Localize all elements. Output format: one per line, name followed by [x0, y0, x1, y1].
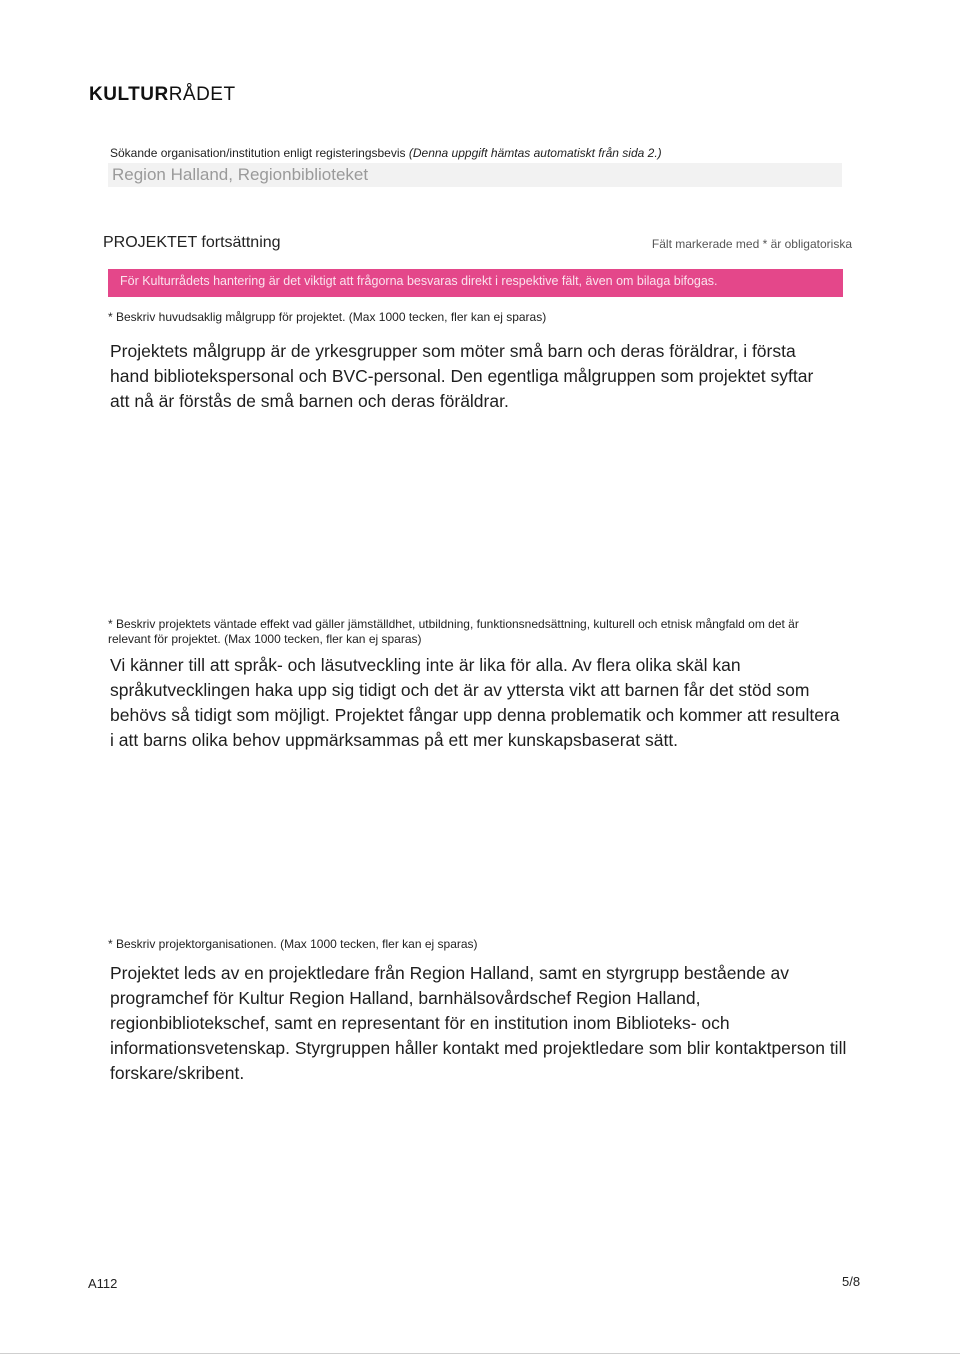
applicant-label-text: Sökande organisation/institution enligt registeringsbevis — [110, 146, 406, 160]
section-title: PROJEKTET fortsättning — [103, 234, 281, 251]
page-edge-line — [0, 1353, 960, 1354]
question-limit-text: (Max 1000 tecken, fler kan ej sparas) — [280, 937, 478, 951]
required-fields-note: Fält markerade med * är obligatoriska — [651, 237, 852, 251]
applicant-value: Region Halland, Regionbiblioteket — [112, 165, 369, 184]
answer-target-group: Projektets målgrupp är de yrkesgrupper som möter små barn och deras föräldrar, i första hand bibliotekspersonal och BVC-personal. Den egentliga målgruppen som projektet syftar att nå är förstås de små barnen och deras föräldrar. — [110, 341, 814, 411]
answer-expected-effect: Vi känner till att språk- och läsutveckling inte är lika för alla. Av flera olika skäl kan språkutvecklingen haka upp sig tidigt och det är av yttersta vikt att barnen får det stöd som behövs så tidigt som möjligt. Projektet fångar upp denna problematik och kommer att resultera i att barns olika behov uppmärksammas på ett mer kunskapsbaserat sätt. — [110, 655, 840, 750]
applicant-label — [110, 146, 662, 160]
question-label-text: * Beskriv projektets väntade effekt vad gäller jämställdhet, utbildning, funktionsnedsättning, kulturell och etnisk mångfald om det är relevant för projektet. — [108, 617, 799, 646]
page-number: 5/8 — [842, 1274, 861, 1289]
kulturradet-logo — [89, 84, 236, 106]
question-target-group-label — [108, 310, 546, 325]
question-expected-effect-label — [108, 617, 828, 647]
applicant-label-note: (Denna uppgift hämtas automatiskt från sida 2.) — [408, 146, 662, 160]
form-code: A112 — [88, 1276, 118, 1291]
info-banner-text: För Kulturrådets hantering är det viktigt att frågorna besvaras direkt i respektive fält, även om bilaga bifogas. — [120, 274, 718, 288]
logo-bold-part: KULTUR — [89, 84, 169, 105]
question-limit-text: (Max 1000 tecken, fler kan ej sparas) — [224, 632, 422, 646]
logo-light-part: RÅDET — [168, 84, 236, 105]
question-label-text: * Beskriv huvudsaklig målgrupp för projektet. — [108, 310, 346, 324]
question-label-text: * Beskriv projektorganisationen. — [108, 937, 277, 951]
question-limit-text: (Max 1000 tecken, fler kan ej sparas) — [348, 310, 547, 324]
question-project-organisation-label — [108, 937, 478, 952]
answer-project-organisation: Projektet leds av en projektledare från Region Halland, samt en styrgrupp bestående av programchef för Kultur Region Halland, barnhälsovårdschef Region Halland, regionbibliotekschef, samt en representant för en institution inom Biblioteks- och informationsvetenskap. Styrgruppen håller kontakt med projektledare som blir kontaktperson till forskare/skribent. — [110, 963, 847, 1083]
